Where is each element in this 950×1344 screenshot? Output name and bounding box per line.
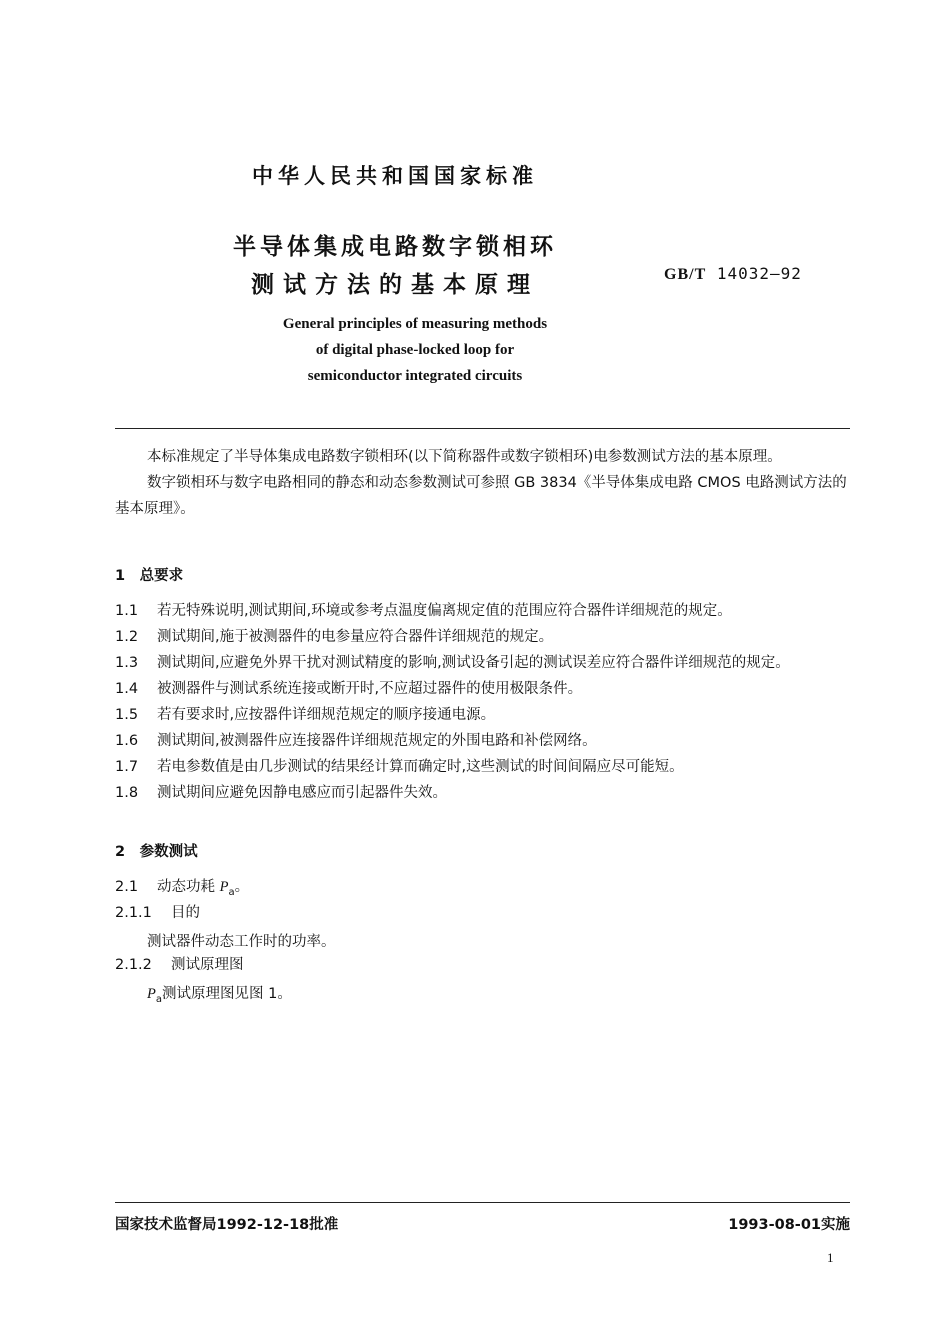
intro-paragraph-1: 本标准规定了半导体集成电路数字锁相环(以下简称器件或数字锁相环)电参数测试方法的基本原理。 xyxy=(147,449,782,465)
section1-item xyxy=(115,624,853,650)
english-title-line3: semiconductor integrated circuits xyxy=(307,368,523,384)
section2-heading: 2 参数测试 xyxy=(115,844,198,860)
section1-item-number: 1.8 xyxy=(115,785,139,801)
section2-1-number: 2.1 xyxy=(115,879,139,895)
section2-1-symbol: P xyxy=(219,879,229,895)
section2-1-2-title: 测试原理图 xyxy=(171,957,244,973)
section1-item xyxy=(115,650,853,676)
section2-1-2-symbol: P xyxy=(147,986,156,1002)
section1-item xyxy=(115,728,853,754)
section1-item xyxy=(115,676,853,702)
section2-1-2-number: 2.1.2 xyxy=(115,957,152,973)
section2-1-text: 动态功耗 xyxy=(157,879,220,895)
section2-1-subscript: a xyxy=(228,886,235,898)
section2-1-1-title: 目的 xyxy=(171,905,200,921)
intro-paragraph-2: 数字锁相环与数字电路相同的静态和动态参数测试可参照 GB 3834《半导体集成电路 CMOS 电路测试方法的基本原理》。 xyxy=(115,475,847,517)
section1-list xyxy=(115,598,853,806)
section1-item-number: 1.4 xyxy=(115,681,139,697)
header-divider xyxy=(115,428,850,429)
national-standard-heading: 中华人民共和国国家标准 xyxy=(252,164,538,188)
section1-item-number: 1.1 xyxy=(115,603,139,619)
effective-date: 1993-08-01实施 xyxy=(728,1217,850,1233)
section1-item xyxy=(115,754,853,780)
standard-code-prefix: GB/T xyxy=(664,266,707,283)
section1-item-number: 1.2 xyxy=(115,629,139,645)
section1-heading: 1 总要求 xyxy=(115,568,184,584)
approval-date: 国家技术监督局1992-12-18批准 xyxy=(115,1217,339,1233)
section1-item-text: 测试期间应避免因静电感应而引起器件失效。 xyxy=(157,785,447,801)
document-title-line1: 半导体集成电路数字锁相环 xyxy=(233,234,557,260)
footer-divider xyxy=(115,1202,850,1203)
section2-1-2 xyxy=(115,952,853,978)
section1-item-text: 若有要求时,应按器件详细规范规定的顺序接通电源。 xyxy=(157,707,496,723)
standard-code-number: 14032—92 xyxy=(716,264,802,283)
section1-item-number: 1.6 xyxy=(115,733,139,749)
section1-item-text: 测试期间,应避免外界干扰对测试精度的影响,测试设备引起的测试误差应符合器件详细规范的规定。 xyxy=(157,655,790,671)
section2-1-end: 。 xyxy=(234,879,250,895)
section1-item-number: 1.5 xyxy=(115,707,139,723)
section1-item-text: 测试期间,被测器件应连接器件详细规范规定的外围电路和补偿网络。 xyxy=(157,733,597,749)
section2-1-2-body: 测试原理图见图 1。 xyxy=(162,986,292,1002)
page-number: 1 xyxy=(827,1250,834,1265)
section1-item xyxy=(115,598,853,624)
section1-item-text: 被测器件与测试系统连接或断开时,不应超过器件的使用极限条件。 xyxy=(157,681,583,697)
section1-item xyxy=(115,702,853,728)
section2-1-2-subscript: a xyxy=(155,993,162,1005)
section2-1-2-body-line xyxy=(147,982,292,1005)
section1-item-number: 1.3 xyxy=(115,655,139,671)
section1-item-number: 1.7 xyxy=(115,759,139,775)
section1-item-text: 若无特殊说明,测试期间,环境或参考点温度偏离规定值的范围应符合器件详细规范的规定。 xyxy=(157,603,732,619)
english-title-line1: General principles of measuring methods xyxy=(282,316,548,332)
intro-section xyxy=(115,444,853,522)
section2-1-1-number: 2.1.1 xyxy=(115,905,152,921)
section1-item-text: 测试期间,施于被测器件的电参量应符合器件详细规范的规定。 xyxy=(157,629,554,645)
standard-code xyxy=(664,264,802,284)
section1-item-text: 若电参数值是由几步测试的结果经计算而确定时,这些测试的时间间隔应尽可能短。 xyxy=(157,759,684,775)
section1-item xyxy=(115,780,853,806)
document-title-line2: 测试方法的基本原理 xyxy=(251,272,539,298)
english-title-line2: of digital phase-locked loop for xyxy=(315,342,515,358)
section2-1-1 xyxy=(115,900,853,926)
section2-1-1-body: 测试器件动态工作时的功率。 xyxy=(147,934,336,950)
